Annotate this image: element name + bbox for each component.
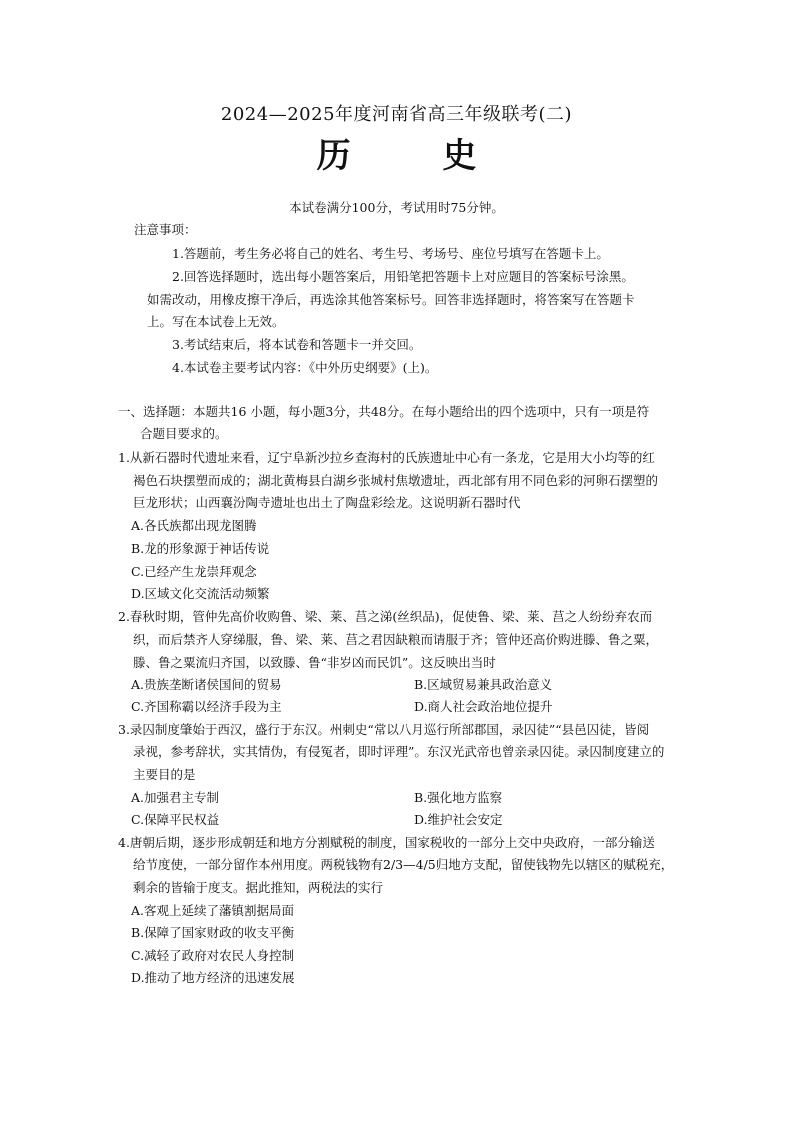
option-c: C.齐国称霸以经济手段为主 [131,699,282,714]
question-stem: 2.春秋时期，管仲先高价收购鲁、梁、莱、莒之涕(丝织品)，促使鲁、梁、莱、莒之人纷纷弃农而 [118,609,653,624]
option-a: A.加强君主专制 [131,790,220,805]
notice-item: 3.考试结束后，将本试卷和答题卡一并交回。 [172,337,422,352]
notice-item: 1.答题前，考生务必将自己的姓名、考生号、考场号、座位号填写在答题卡上。 [172,246,609,261]
option-b: B.强化地方监察 [414,790,503,805]
question-stem: 褐色石块摆塑而成的；湖北黄梅县白湖乡张城村焦墩遗址，西北部有用不同色彩的河卵石摆塑的 [133,473,659,488]
question-stem: 4.唐朝后期，逐步形成朝廷和地方分割赋税的制度，国家税收的一部分上交中央政府，一部分输送 [118,835,655,850]
question-stem: 3.录囚制度肇始于西汉，盛行于东汉。州刺史“常以八月巡行所部郡国，录囚徒”“县邑囚徒，皆阅 [118,722,650,737]
option-c: C.保障平民权益 [131,812,220,827]
question-stem: 滕、鲁之粟流归齐国，以致滕、鲁“非岁凶而民饥”。这反映出当时 [133,655,496,670]
option-d: D.维护社会安定 [414,812,503,827]
question-stem: 巨龙形状；山西襄汾陶寺遗址也出土了陶盘彩绘龙。这说明新石器时代 [133,495,521,510]
option-a: A.贵族垄断诸侯国间的贸易 [131,677,282,692]
notice-item: 上。写在本试卷上无效。 [147,314,285,329]
option-a: A.客观上延续了藩镇割据局面 [131,903,295,918]
option-b: B.保障了国家财政的收支平衡 [131,925,295,940]
notice-label: 注意事项： [134,222,197,237]
notice-item: 2.回答选择题时，选出每小题答案后，用铅笔把答题卡上对应题目的答案标号涂黑。 [172,269,634,284]
question-stem: 1.从新石器时代遗址来看，辽宁阜新沙拉乡查海村的氏族遗址中心有一条龙，它是用大小均等的红 [118,450,655,465]
option-b: B.龙的形象源于神话传说 [131,541,270,556]
score-time-note: 本试卷满分100分，考试用时75分钟。 [289,200,504,215]
option-a: A.各氏族都出现龙图腾 [131,518,257,533]
exam-title: 2024—2025年度河南省高三年级联考(二) [220,104,573,125]
option-b: B.区域贸易兼具政治意义 [414,677,553,692]
section-heading-cont: 合题目要求的。 [140,426,228,441]
notice-item: 4.本试卷主要考试内容：《中外历史纲要》(上)。 [172,360,438,375]
question-stem: 给节度使，一部分留作本州用度。两税钱物有2/3—4/5归地方支配，留使钱物先以辖区的赋税充， [133,857,674,872]
option-d: D.推动了地方经济的迅速发展 [131,970,295,985]
option-c: C.已经产生龙崇拜观念 [131,564,257,579]
subject-title: 历 史 [316,136,517,176]
question-stem: 录视，参考辞状，实其情伪，有侵冤者，即时评理”。东汉光武帝也曾亲录囚徒。录囚制度建立的 [133,744,665,759]
option-c: C.减轻了政府对农民人身控制 [131,948,295,963]
question-stem: 织，而后禁齐人穿绨服，鲁、梁、莱、莒之君因缺粮而请服于齐；管仲还高价购进滕、鲁之粟， [133,632,659,647]
question-stem: 主要目的是 [133,767,196,782]
question-stem: 剩余的皆输于度支。据此推知，两税法的实行 [133,880,384,895]
option-d: D.区域文化交流活动频繁 [131,586,270,601]
option-d: D.商人社会政治地位提升 [414,699,553,714]
section-heading: 一、选择题：本题共16 小题，每小题3分，共48分。在每小题给出的四个选项中，只有一项是符 [118,404,650,419]
notice-item: 如需改动，用橡皮擦干净后，再选涂其他答案标号。回答非选择题时，将答案写在答题卡 [147,292,635,307]
